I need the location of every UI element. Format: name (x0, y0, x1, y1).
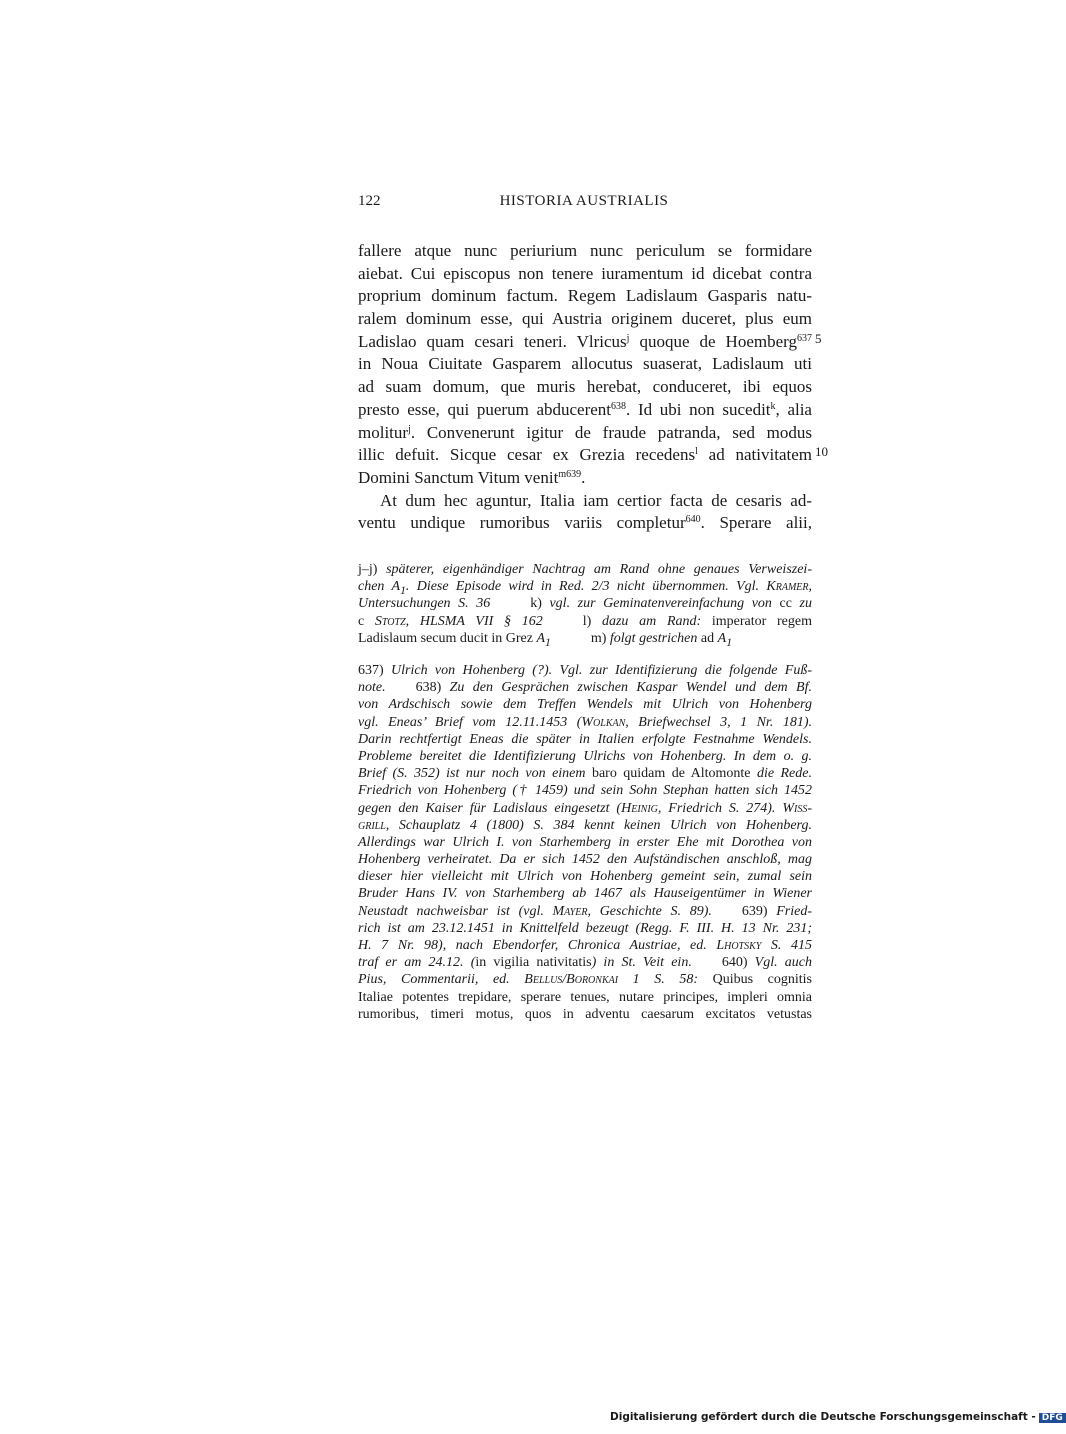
footnote-line: von Ardschisch sowie dem Treffen Wendels mit Ulrich von Hohenberg (358, 697, 812, 713)
text-line: presto esse, qui puerum abducerent$^{638}$. Id ubi non sucedit$^k$, alia (358, 399, 812, 419)
footnote-line: 637) Ulrich von Hohenberg (?). Vgl. zur Identifizierung die folgende Fuß- (358, 663, 812, 678)
footnote-line: Hohenberg verheiratet. Da er sich 1452 den Aufständischen anschloß, mag (358, 852, 812, 868)
footnote-line: grill, Schauplatz 4 (1800) S. 384 kennt keinen Ulrich von Hohenberg. (358, 817, 812, 833)
main-text (358, 240, 812, 535)
footnote-line: Pius, Commentarii, ed. Bellus/Boronkai 1 S. 58: Quibus cognitis (358, 972, 812, 988)
dfg-logo: DFG (1039, 1413, 1066, 1423)
footnote-line: Italiae potentes trepidare, sperare tenues, nutare principes, impleri omnia (358, 989, 812, 1005)
text-line: proprium dominum factum. Regem Ladislaum Gasparis natu- (358, 286, 812, 306)
footnote-line: Allerdings war Ulrich I. von Starhemberg in erster Ehe mit Dorothea von (358, 834, 812, 850)
text-line: ralem dominum esse, qui Austria originem duceret, plus eum (358, 309, 812, 329)
text-line: ventu undique rumoribus variis completur$^{640}$. Sperare alii, (358, 513, 812, 533)
footnote-line: H. 7 Nr. 98), nach Ebendorfer, Chronica Austriae, ed. Lhotsky S. 415 (358, 938, 812, 953)
footnote-line: vgl. Eneas’ Brief vom 12.11.1453 (Wolkan, Briefwechsel 3, 1 Nr. 181). (358, 714, 812, 730)
footnote-line: Darin rechtfertigt Eneas die später in Italien erfolgte Festnahme Wendels. (358, 731, 812, 747)
footnote-line: dieser hier vielleicht mit Ulrich von Hohenberg gemeint sein, zumal sein (358, 869, 812, 885)
footnote-line: Friedrich von Hohenberg († 1459) und sein Sohn Stephan hatten sich 1452 (358, 783, 812, 799)
footnote-line: rumoribus, timeri motus, quos in adventu caesarum excitatos vetustas (358, 1006, 812, 1022)
text-line: aiebat. Cui episcopus non tenere iuramentum id dicebat contra (358, 263, 812, 283)
text-line: in Noua Ciuitate Gasparem allocutus suaserat, Ladislaum uti (358, 354, 812, 374)
footnote-line: Brief (S. 352) ist nur noch von einem baro quidam de Altomonte die Rede. (358, 766, 812, 782)
text-line: Ladislao quam cesari teneri. Vlricus$^j$ quoque de Hoemberg$^{637}$ (358, 331, 812, 351)
footnote-line: traf er am 24.12. (in vigilia nativitatis) in St. Veit ein. 640) Vgl. auch (358, 955, 812, 971)
running-title: HISTORIA AUSTRIALIS (499, 193, 669, 209)
text-line: At dum hec aguntur, Italia iam certior facta de cesaris ad- (380, 490, 812, 510)
footnotes (358, 662, 812, 1023)
footnote-line: gegen den Kaiser für Ladislaus eingesetzt (Heinig, Friedrich S. 274). Wiß- (358, 800, 812, 816)
critical-apparatus (358, 561, 812, 647)
page-number: 122 (358, 193, 381, 209)
apparatus-line: Untersuchungen S. 36 k) vgl. zur Geminatenvereinfachung von cc zu (358, 596, 812, 612)
text-line: ad suam domum, que muris herebat, conduceret, ibi equos (358, 377, 812, 397)
apparatus-line: chen $A_1$. Diese Episode wird in Red. 2/3 nicht übernommen. Vgl. Kramer, (358, 579, 812, 597)
line-number-5: 5 (815, 331, 822, 346)
text-line: fallere atque nunc periurium nunc periculum se formidare (358, 241, 812, 260)
apparatus-line: Ladislaum secum ducit in Grez $A_1$ m) folgt gestrichen ad $A_1$ (358, 630, 733, 649)
footnote-line: note. 638) Zu den Gesprächen zwischen Kaspar Wendel und dem Bf. (358, 680, 812, 696)
footnote-line: rich ist am 23.12.1451 in Knittelfeld bezeugt (Regg. F. III. H. 13 Nr. 231; (358, 920, 812, 936)
text-line: molitur$^j$. Convenerunt igitur de fraude patranda, sed modus (358, 422, 812, 442)
funding-footer (610, 1411, 1063, 1423)
footnote-line: Probleme bereitet die Identifizierung Ulrichs von Hohenberg. In dem o. g. (358, 748, 812, 764)
page-header (358, 193, 810, 215)
apparatus-line: j–j) späterer, eigenhändiger Nachtrag am Rand ohne genaues Verweiszei- (358, 562, 812, 577)
footnote-line: Bruder Hans IV. von Starhemberg ab 1467 als Hauseigentümer in Wiener (358, 886, 812, 902)
text-line: illic defuit. Sicque cesar ex Grezia recedens$^l$ ad nativitatem (358, 445, 812, 465)
line-number-10: 10 (815, 444, 828, 459)
apparatus-line: c Stotz, HLSMA VII § 162 l) dazu am Rand: imperator regem (358, 613, 812, 629)
text-line: Domini Sanctum Vitum venit$^{m639}$. (358, 467, 586, 487)
footnote-line: Neustadt nachweisbar ist (vgl. Mayer, Geschichte S. 89). 639) Fried- (358, 903, 812, 919)
footer-text: Digitalisierung gefördert durch die Deutsche Forschungsgemeinschaft - (610, 1411, 1036, 1423)
